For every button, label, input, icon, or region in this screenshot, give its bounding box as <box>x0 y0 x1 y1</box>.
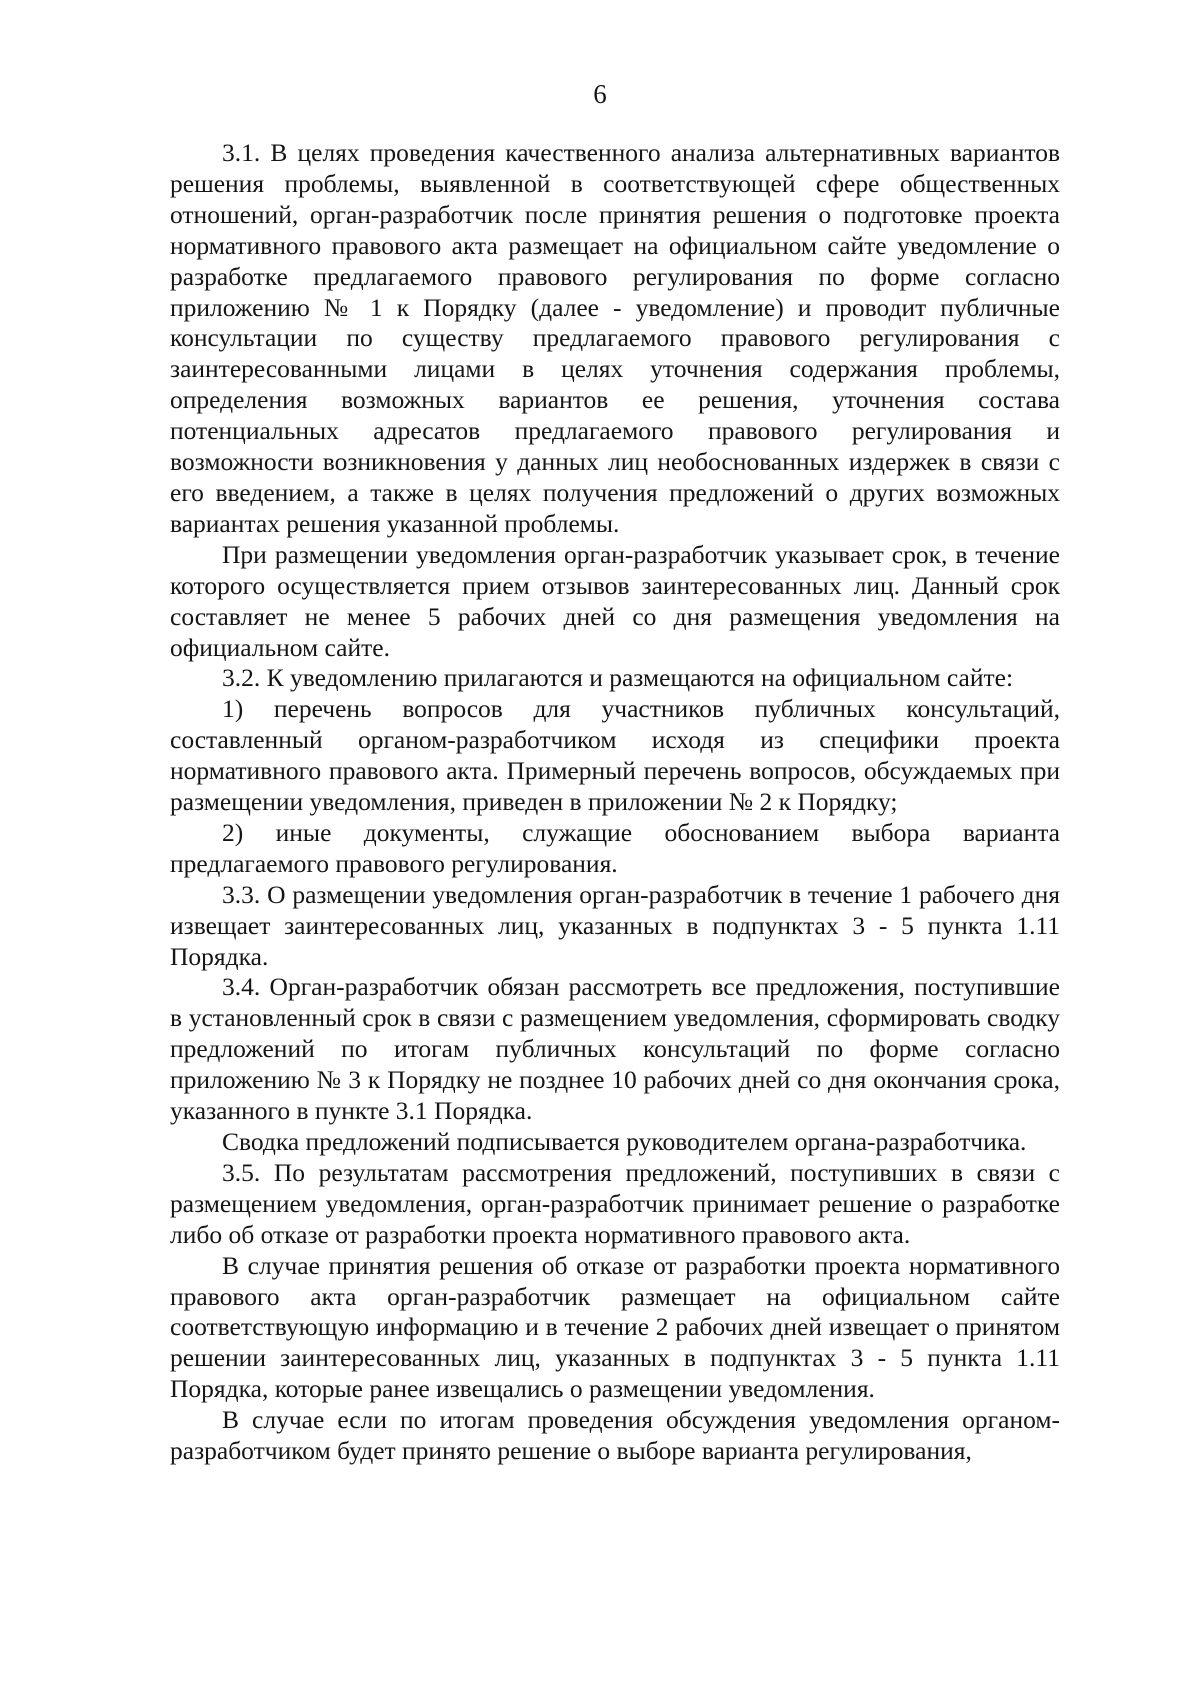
paragraph-3-5: 3.5. По результатам рассмотрения предложений, поступивших в связи с размещением уведомления, орган-разработчик принимает решение о разработке либо об отказе от разработки проекта нормативного правового акта. <box>170 1157 1060 1249</box>
paragraph-notice-deadline: При размещении уведомления орган-разработчик указывает срок, в течение которого осуществляется прием отзывов заинтересованных лиц. Данный срок составляет не менее 5 рабочих дней со дня размещения уведомления на официальном сайте. <box>170 539 1060 662</box>
list-item-1: 1) перечень вопросов для участников публичных консультаций, составленный органом-разработчиком исходя из специфики проекта нормативного правового акта. Примерный перечень вопросов, обсуждаемых при размещении уведомления, приведен в приложении № 2 к Порядку; <box>170 694 1060 817</box>
paragraph-3-3: 3.3. О размещении уведомления орган-разработчик в течение 1 рабочего дня извещает заинтересованных лиц, указанных в подпунктах 3 - 5 пункта 1.11 Порядка. <box>170 879 1060 971</box>
paragraph-selection-case: В случае если по итогам проведения обсуждения уведомления органом-разработчиком будет принято решение о выборе варианта регулирования, <box>170 1405 1060 1466</box>
paragraph-refusal-case: В случае принятия решения об отказе от разработки проекта нормативного правового акта орган-разработчик размещает на официальном сайте соответствующую информацию и в течение 2 рабочих дней извещает о принятом решении заинтересованных лиц, указанных в подпунктах 3 - 5 пункта 1.11 Порядка, которые ранее извещались о размещении уведомления. <box>170 1250 1060 1404</box>
paragraph-summary-signing: Сводка предложений подписывается руководителем органа-разработчика. <box>222 1127 1027 1156</box>
paragraph-3-1: 3.1. В целях проведения качественного анализа альтернативных вариантов решения проблемы, выявленной в соответствующей сфере общественных отношений, орган-разработчик после принятия решения о подготовке проекта нормативного правового акта размещает на официальном сайте уведомление о разработке предлагаемого правового регулирования по форме согласно приложению № 1 к Порядку (далее - уведомление) и проводит публичные консультации по существу предлагаемого правового регулирования с заинтересованными лицами в целях уточнения содержания проблемы, определения возможных вариантов ее решения, уточнения состава потенциальных адресатов предлагаемого правового регулирования и возможности возникновения у данных лиц необоснованных издержек в связи с его введением, а также в целях получения предложений о других возможных вариантах решения указанной проблемы. <box>170 138 1060 538</box>
document-body <box>170 138 1060 1467</box>
list-item-2: 2) иные документы, служащие обоснованием выбора варианта предлагаемого правового регулирования. <box>170 817 1060 878</box>
page-number: 6 <box>593 79 607 109</box>
paragraph-3-4: 3.4. Орган-разработчик обязан рассмотреть все предложения, поступившие в установленный срок в связи с размещением уведомления, сформировать сводку предложений по итогам публичных консультаций по форме согласно приложению № 3 к Порядку не позднее 10 рабочих дней со дня окончания срока, указанного в пункте 3.1 Порядка. <box>170 972 1060 1126</box>
paragraph-3-2: 3.2. К уведомлению прилагаются и размещаются на официальном сайте: <box>222 663 1014 693</box>
